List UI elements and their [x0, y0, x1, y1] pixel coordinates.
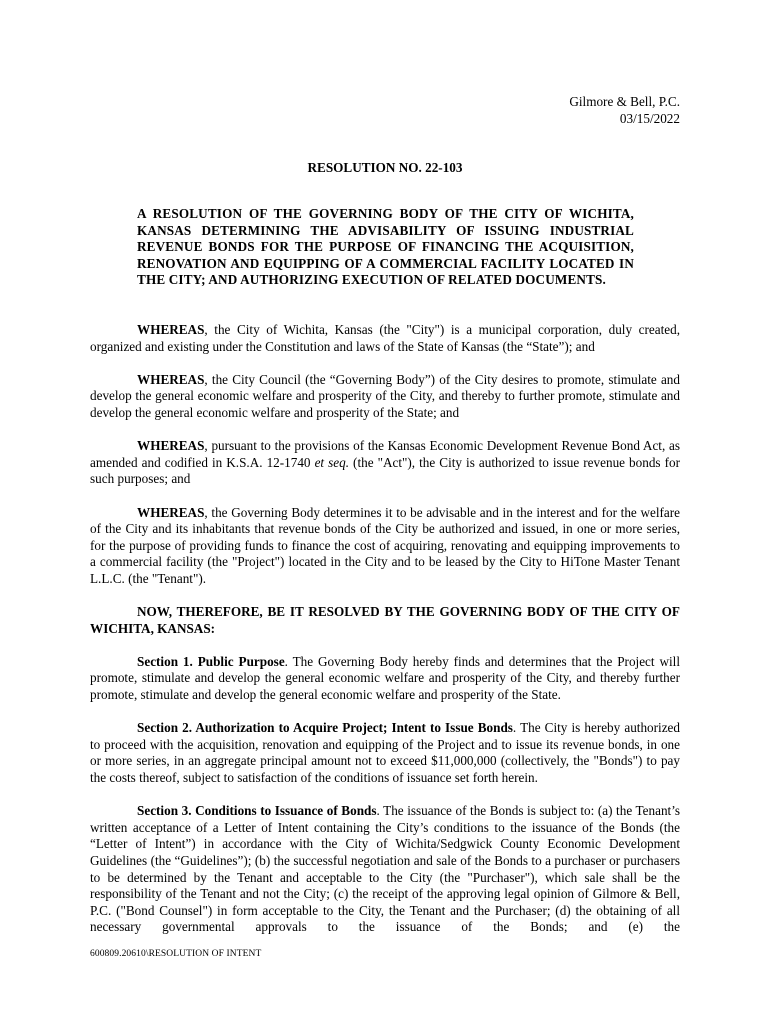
whereas-paragraph-4 [90, 505, 680, 588]
whereas-text: , the City Council (the “Governing Body”) of the City desires to promote, stimulate and develop the general economic welfare and prosperity of the City, and thereby to further promote, stimulate and develop the general economic welfare and prosperity of the State; and [90, 371, 680, 420]
whereas-lead: WHEREAS [137, 371, 205, 387]
whereas-text: , the Governing Body determines it to be advisable and in the interest and for the welfare of the City and its inhabitants that revenue bonds of the City be authorized and issued, in one or more series, for the purpose of providing funds to finance the cost of acquiring, renovating and equipping improvements to a commercial facility (the "Project") located in the City and to be leased by the City to HiTone Master Tenant L.L.C. (the "Tenant"). [90, 504, 680, 586]
section-text: . The issuance of the Bonds is subject to: (a) the Tenant’s written acceptance of a Letter of Intent containing the City’s conditions to the issuance of the Bonds (the “Letter of Intent”) in accordance with the City of Wichita/Sedgwick County Economic Development Guidelines (the “Guidelines”); (b) the successful negotiation and sale of the Bonds to a purchaser or purchasers to be determined by the Tenant and acceptable to the City (the "Purchaser"), which sale shall be the responsibility of the Tenant and not the City; (c) the receipt of the approving legal opinion of Gilmore & Bell, P.C. ("Bond Counsel") in form acceptable to the City, the Tenant and the Purchaser; (d) the obtaining of all necessary governmental approvals to the issuance of the Bonds; and (e) the [90, 803, 680, 935]
whereas-text: , pursuant to the provisions of the Kansas Economic Development Revenue Bond Act, as amended and codified in K.S.A. 12-1740 [90, 438, 680, 470]
section-text: . The Governing Body hereby finds and determines that the Project will promote, stimulate and develop the general economic welfare and prosperity of the City, and thereby further promote, stimulate and develop the general economic welfare and prosperity of the State. [90, 653, 680, 703]
whereas-paragraph-3 [90, 438, 680, 488]
whereas-italic-citation: et seq. [314, 454, 350, 470]
resolution-number: RESOLUTION NO. 22-103 [307, 160, 463, 175]
section-heading: Section 3. Conditions to Issuance of Bonds [137, 803, 377, 819]
section-2-paragraph [90, 720, 680, 786]
document-footer-reference: 600809.20610\RESOLUTION OF INTENT [90, 949, 262, 959]
document-header [569, 94, 680, 127]
section-3-paragraph [90, 803, 680, 936]
whereas-paragraph-2 [90, 372, 680, 422]
whereas-lead: WHEREAS [137, 504, 205, 520]
section-heading: Section 2. Authorization to Acquire Project; Intent to Issue Bonds [137, 720, 513, 736]
whereas-lead: WHEREAS [137, 438, 205, 454]
whereas-text: , the City of Wichita, Kansas (the "City") is a municipal corporation, duly created, organized and existing under the Constitution and laws of the State of Kansas (the “State”); and [90, 322, 680, 354]
resolution-title: A RESOLUTION OF THE GOVERNING BODY OF THE CITY OF WICHITA, KANSAS DETERMINING THE ADVISABILITY OF ISSUING INDUSTRIAL REVENUE BONDS FOR THE PURPOSE OF FINANCING THE ACQUISITION, RENOVATION AND EQUIPPING OF A COMMERCIAL FACILITY LOCATED IN THE CITY; AND AUTHORIZING EXECUTION OF RELATED DOCUMENTS. [137, 206, 634, 288]
section-heading: Section 1. Public Purpose [137, 653, 285, 669]
firm-name: Gilmore & Bell, P.C. [569, 94, 680, 109]
resolution-body [90, 322, 680, 953]
document-date: 03/15/2022 [619, 110, 680, 126]
section-1-paragraph [90, 654, 680, 704]
whereas-paragraph-1 [90, 322, 680, 355]
now-therefore-clause: NOW, THEREFORE, BE IT RESOLVED BY THE GOVERNING BODY OF THE CITY OF WICHITA, KANSAS: [90, 604, 680, 636]
whereas-text: (the "Act"), the City is authorized to issue revenue bonds for such purposes; and [90, 454, 680, 487]
whereas-lead: WHEREAS [137, 322, 205, 337]
section-text: . The City is hereby authorized to proceed with the acquisition, renovation and equipping of the Project and to issue its revenue bonds, in one or more series, in an aggregate principal amount not to exceed $11,000,000 (collectively, the "Bonds") to pay the costs thereof, subject to satisfaction of the conditions of issuance set forth herein. [90, 720, 680, 786]
